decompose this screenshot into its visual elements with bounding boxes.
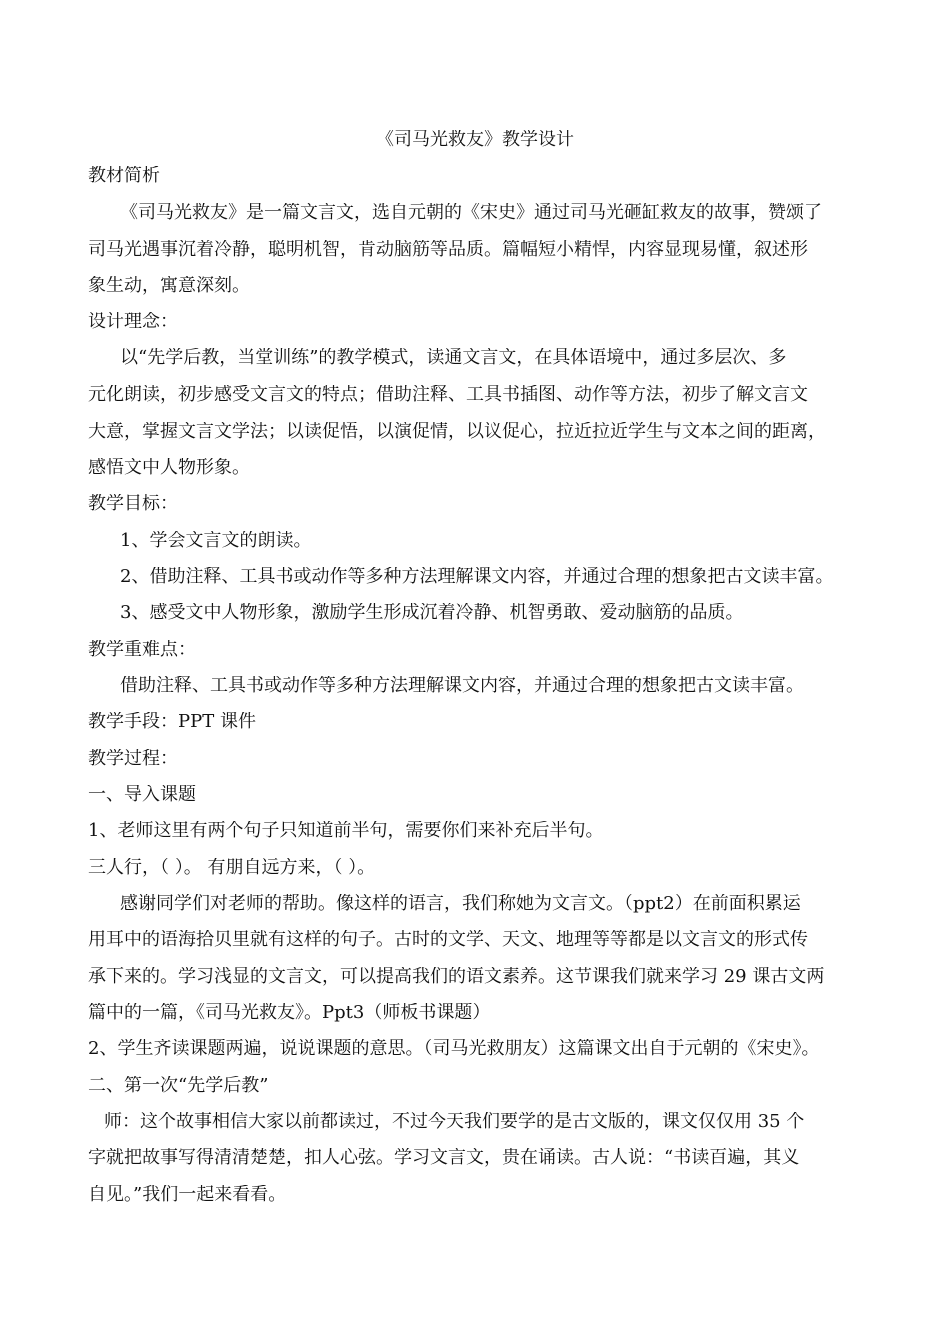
paragraph-line: 司马光遇事沉着冷静，聪明机智，肯动脑筋等品质。篇幅短小精悍，内容显现易懂，叙述形	[88, 240, 808, 260]
paragraph-line: 三人行，（ ）。 有朋自远方来，（ ）。	[88, 858, 376, 878]
section-heading: 一、导入课题	[88, 785, 196, 805]
section-heading: 教学过程：	[88, 749, 178, 769]
paragraph-line: 感悟文中人物形象。	[88, 458, 250, 478]
paragraph-line: 以“先学后教，当堂训练”的教学模式，读通文言文，在具体语境中，通过多层次、多	[120, 348, 787, 368]
paragraph-line: 大意，掌握文言文学法；以读促悟，以演促情，以议促心，拉近拉近学生与文本之间的距离，	[88, 422, 826, 442]
paragraph-line: 承下来的。学习浅显的文言文，可以提高我们的语文素养。这节课我们就来学习 29 课古文两	[88, 967, 825, 987]
section-heading: 教学重难点：	[88, 640, 196, 660]
list-item: 3、感受文中人物形象，激励学生形成沉着冷静、机智勇敢、爱动脑筋的品质。	[120, 603, 744, 623]
section-heading: 二、第一次“先学后教”	[88, 1076, 269, 1096]
paragraph-line: 字就把故事写得清清楚楚，扣人心弦。学习文言文，贵在诵读。古人说：“书读百遍，其义	[88, 1148, 800, 1168]
page-title: 《司马光救友》教学设计	[376, 130, 574, 150]
section-heading: 教学目标：	[88, 494, 178, 514]
paragraph-line: 篇中的一篇，《司马光救友》。Ppt3（师板书课题）	[88, 1003, 491, 1023]
paragraph-line: 借助注释、工具书或动作等多种方法理解课文内容，并通过合理的想象把古文读丰富。	[120, 676, 804, 696]
paragraph-line: 感谢同学们对老师的帮助。像这样的语言，我们称她为文言文。（ppt2）在前面积累运	[120, 894, 801, 914]
paragraph-line: 元化朗读，初步感受文言文的特点；借助注释、工具书插图、动作等方法，初步了解文言文	[88, 385, 808, 405]
section-heading: 设计理念：	[88, 312, 178, 332]
section-heading: 教学手段：PPT 课件	[88, 712, 256, 732]
paragraph-line: 1、老师这里有两个句子只知道前半句，需要你们来补充后半句。	[88, 821, 604, 841]
paragraph-line: 2、学生齐读课题两遍，说说课题的意思。（司马光救朋友）这篇课文出自于元朝的《宋史》。	[88, 1039, 820, 1059]
paragraph-line: 用耳中的语海拾贝里就有这样的句子。古时的文学、天文、地理等等都是以文言文的形式传	[88, 930, 808, 950]
paragraph-line: 象生动，寓意深刻。	[88, 276, 250, 296]
list-item: 1、学会文言文的朗读。	[120, 531, 312, 551]
list-item: 2、借助注释、工具书或动作等多种方法理解课文内容，并通过合理的想象把古文读丰富。	[120, 567, 834, 587]
paragraph-line: 《司马光救友》是一篇文言文，选自元朝的《宋史》通过司马光砸缸救友的故事，赞颂了	[120, 203, 822, 223]
section-heading: 教材简析	[88, 166, 160, 186]
paragraph-line: 师：这个故事相信大家以前都读过，不过今天我们要学的是古文版的，课文仅仅用 35 个	[104, 1112, 805, 1132]
paragraph-line: 自见。”我们一起来看看。	[88, 1185, 287, 1205]
